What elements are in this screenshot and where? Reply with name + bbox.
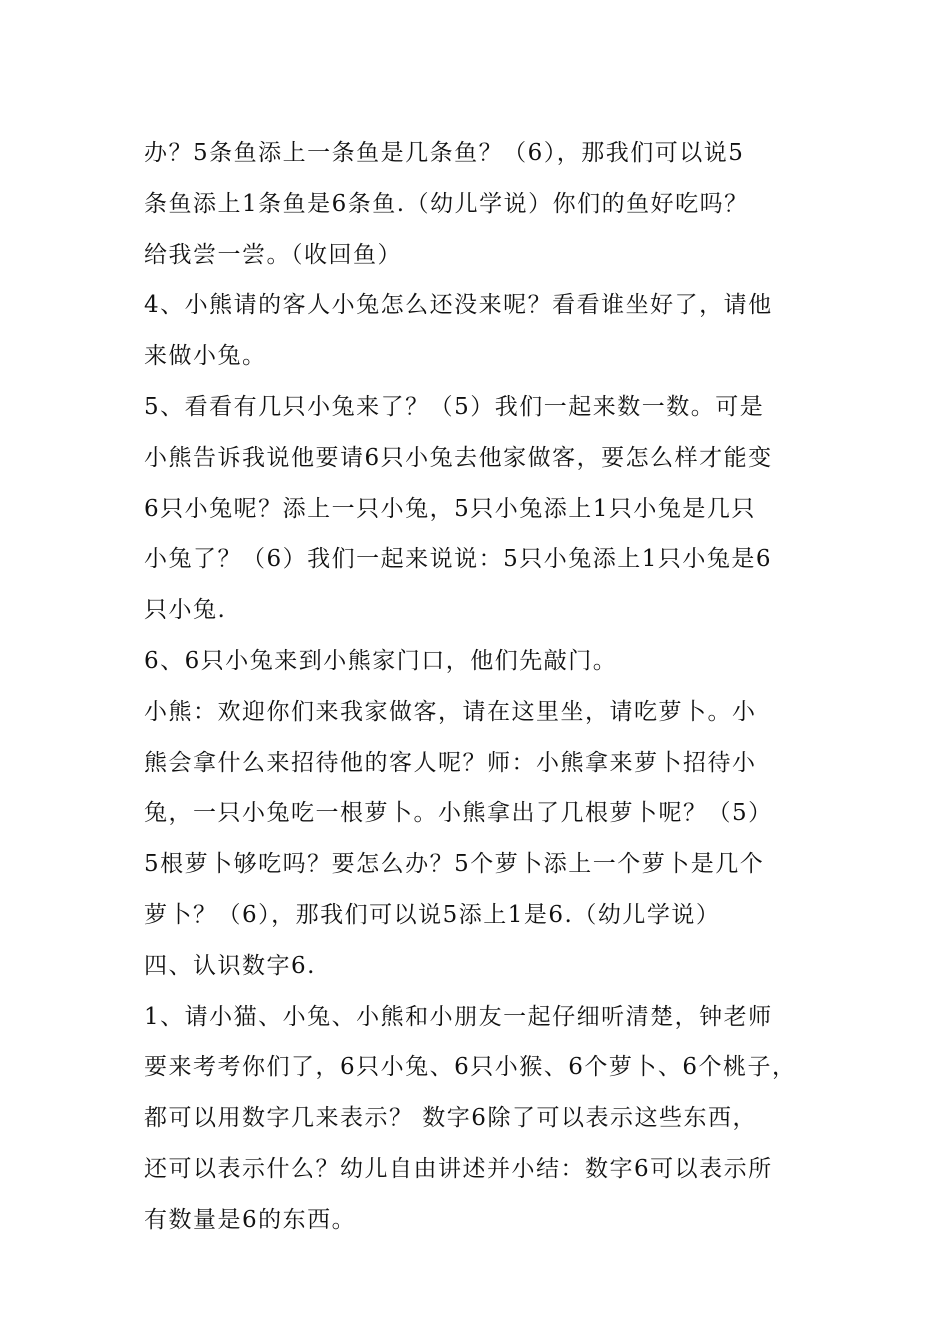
- text-line: 5根萝卜够吃吗？要怎么办？5个萝卜添上一个萝卜是几个: [144, 851, 765, 878]
- text-line: 萝卜？（6），那我们可以说5添上1是6.（幼儿学说）: [144, 901, 721, 928]
- text-line: 小兔了？（6）我们一起来说说：5只小兔添上1只小兔是6: [144, 546, 773, 573]
- text-line: 小熊告诉我说他要请6只小兔去他家做客，要怎么样才能变: [144, 444, 773, 471]
- text-line: 5、看看有几只小兔来了？（5）我们一起来数一数。可是: [144, 393, 765, 420]
- text-line: 要来考考你们了，6只小兔、6只小猴、6个萝卜、6个桃子，: [144, 1054, 797, 1081]
- text-line: 还可以表示什么？幼儿自由讲述并小结：数字6可以表示所: [144, 1155, 773, 1182]
- text-line: 有数量是6的东西。: [144, 1206, 357, 1233]
- text-line: 给我尝一尝。（收回鱼）: [144, 241, 402, 268]
- text-line: 来做小兔。: [144, 343, 267, 370]
- text-line: 6、6只小兔来到小熊家门口，他们先敲门。: [144, 647, 618, 674]
- text-line: 熊会拿什么来招待他的客人呢？师：小熊拿来萝卜招待小: [144, 749, 757, 776]
- text-line: 6只小兔呢？添上一只小兔，5只小兔添上1只小兔是几只: [144, 495, 756, 522]
- text-line: 只小兔.: [144, 597, 227, 624]
- text-line: 四、认识数字6.: [144, 952, 316, 979]
- text-line: 兔，一只小兔吃一根萝卜。小熊拿出了几根萝卜呢？（5）: [144, 800, 773, 827]
- text-line: 都可以用数字几来表示？ 数字6除了可以表示这些东西，: [144, 1105, 757, 1132]
- text-line: 1、请小猫、小兔、小熊和小朋友一起仔细听清楚，钟老师: [144, 1003, 773, 1030]
- text-line: 条鱼添上1条鱼是6条鱼.（幼儿学说）你们的鱼好吃吗？: [144, 190, 749, 217]
- text-line: 4、小熊请的客人小兔怎么还没来呢？看看谁坐好了，请他: [144, 292, 773, 319]
- document-text: [144, 128, 824, 1246]
- text-line: 小熊：欢迎你们来我家做客，请在这里坐，请吃萝卜。小: [144, 698, 757, 725]
- text-line: 办？5条鱼添上一条鱼是几条鱼？（6），那我们可以说5: [144, 140, 745, 166]
